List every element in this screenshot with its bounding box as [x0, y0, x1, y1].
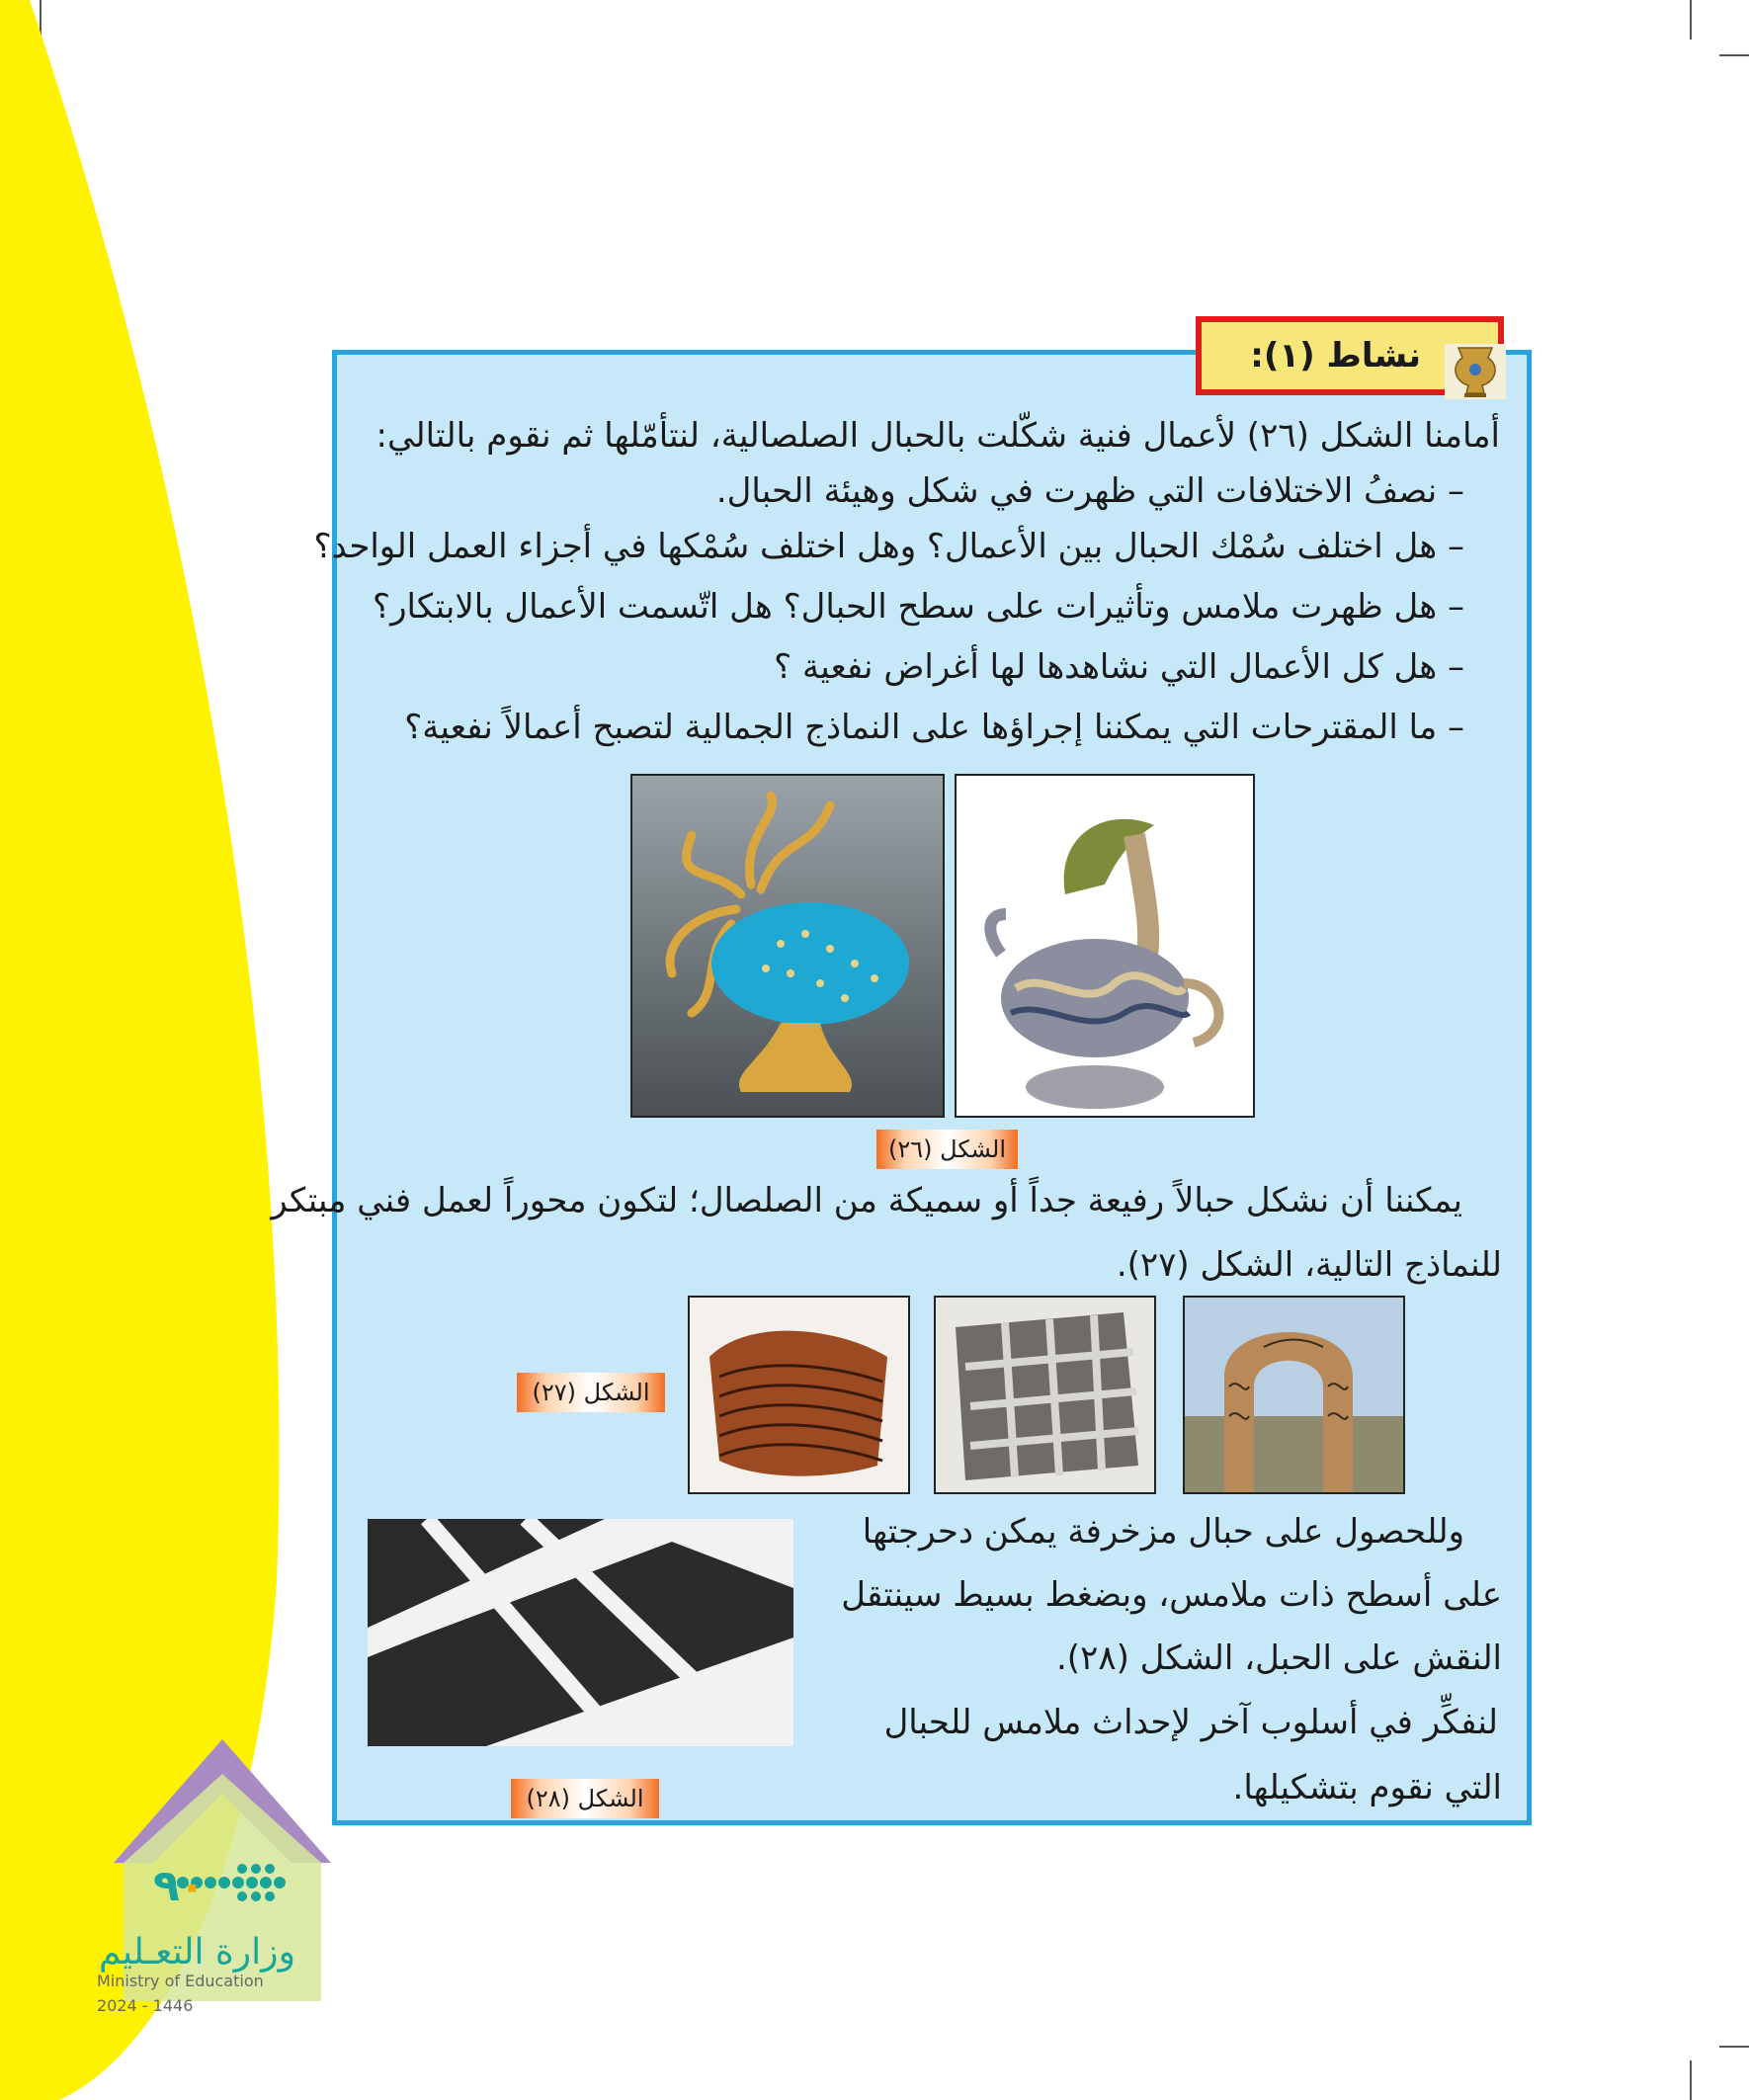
- crop-mark: [1690, 2060, 1692, 2100]
- paragraph-28-line3: النقش على الحبل، الشكل (٢٨).: [1056, 1638, 1502, 1678]
- paragraph-27-line2: للنماذج التالية، الشكل (٢٧).: [1116, 1245, 1502, 1285]
- figure-27-caption: الشكل (٢٧): [517, 1373, 665, 1412]
- svg-text:٠: ٠: [179, 1861, 206, 1911]
- paragraph-think-line2: التي نقوم بتشكيلها.: [1232, 1768, 1502, 1807]
- paragraph-27-line1: يمكننا أن نشكل حبالاً رفيعة جداً أو سميكة من الصلصال؛ لتكون محوراً لعمل فني مبتكر: [271, 1181, 1462, 1220]
- intro-text: أمامنا الشكل (٢٦) لأعمال فنية شكّلت بالحبال الصلصالية، لنتأمّلها ثم نقوم بالتالي:: [375, 416, 1500, 456]
- question-item: – هل ظهرت ملامس وتأثيرات على سطح الحبال؟ هل اتّسمت الأعمال بالابتكار؟: [373, 587, 1464, 627]
- activity-title: نشاط (١):: [1250, 336, 1421, 376]
- figure-26-photo-teapot: [955, 774, 1255, 1118]
- crop-mark: [1690, 0, 1692, 40]
- crop-mark: [1719, 2046, 1749, 2048]
- figure-27-photo-wrapped: [688, 1296, 910, 1494]
- figure-28-caption: الشكل (٢٨): [511, 1779, 659, 1818]
- svg-text:٩: ٩: [153, 1861, 180, 1911]
- ministry-name-arabic: وزارة التعـليم: [99, 1932, 295, 1973]
- figure-26-photo-blue-vessel: [630, 774, 945, 1118]
- question-item: – نصفُ الاختلافات التي ظهرت في شكل وهيئة الحبال.: [715, 471, 1464, 511]
- question-item: – هل كل الأعمال التي نشاهدها لها أغراض نفعية ؟: [774, 647, 1464, 687]
- figure-27-photo-arch: [1183, 1296, 1405, 1494]
- question-item: – ما المقترحات التي يمكننا إجراؤها على النماذج الجمالية لتصبح أعمالاً نفعية؟: [404, 708, 1464, 747]
- vase-icon: [1445, 344, 1506, 399]
- logo-year: 2024 - 1446: [97, 1996, 194, 2015]
- figure-27-photo-grid: [934, 1296, 1156, 1494]
- figure-28-photo-textured-slab: [368, 1519, 793, 1746]
- ministry-name-english: Ministry of Education: [97, 1972, 264, 1990]
- crop-mark: [1719, 54, 1749, 56]
- question-item: – هل اختلف سُمْك الحبال بين الأعمال؟ وهل اختلف سُمْكها في أجزاء العمل الواحد؟: [313, 527, 1464, 566]
- paragraph-28-line2: على أسطح ذات ملامس، وبضغط بسيط سينتقل: [841, 1575, 1502, 1615]
- figure-26-caption: الشكل (٢٦): [876, 1130, 1018, 1169]
- paragraph-think-line1: لنفكِّر في أسلوب آخر لإحداث ملامس للحبال: [883, 1703, 1498, 1742]
- paragraph-28-line1: وللحصول على حبال مزخرفة يمكن دحرجتها: [862, 1512, 1464, 1552]
